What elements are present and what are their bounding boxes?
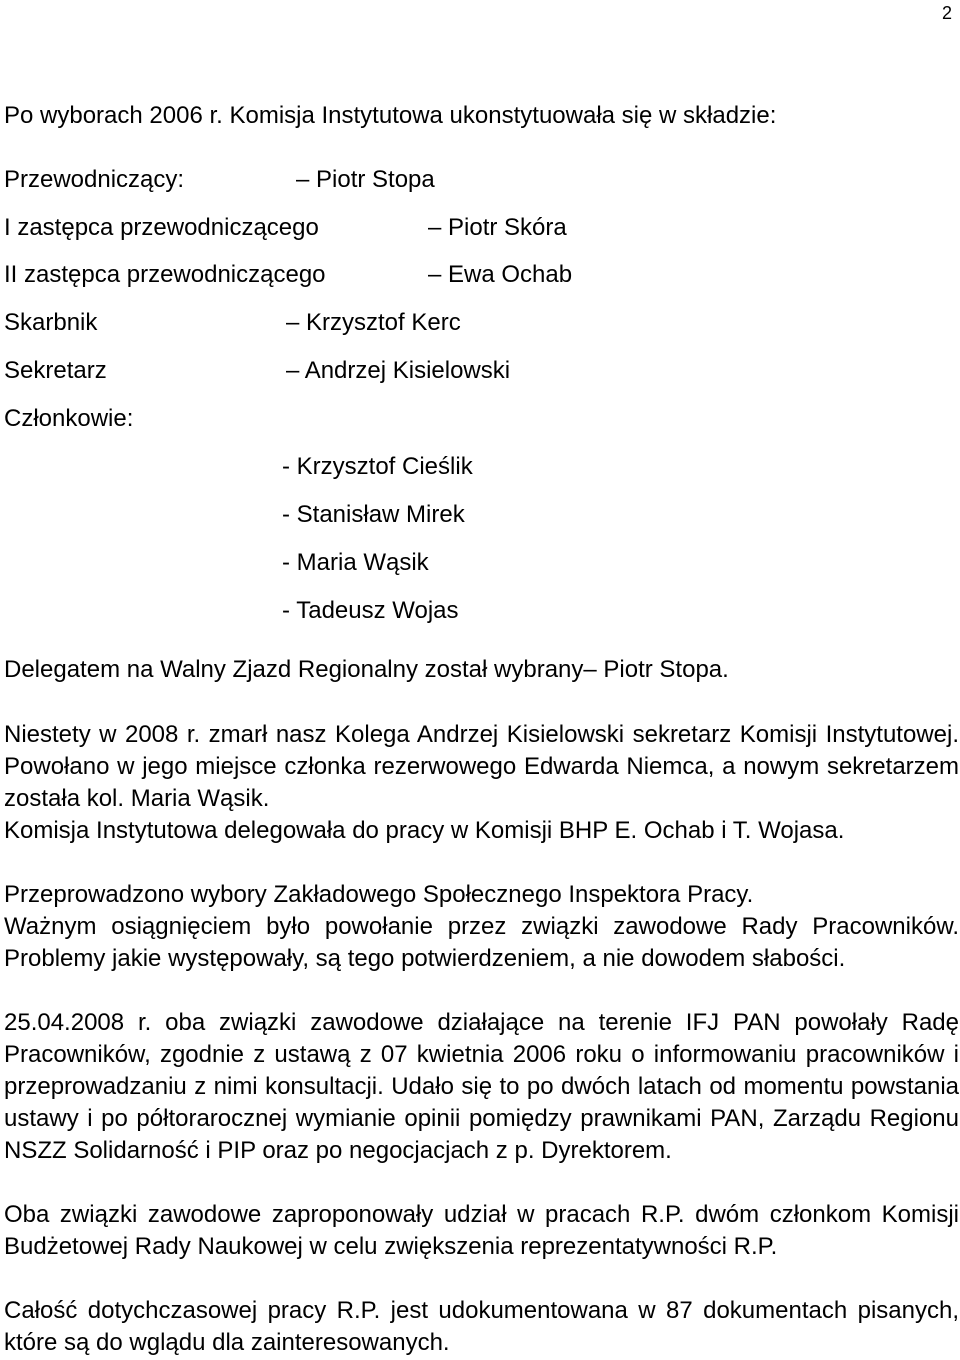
paragraph-council-founding: 25.04.2008 r. oba związki zawodowe działające na terenie IFJ PAN powołały Radę Pracowników, zgodnie z ustawą z 07 kwietnia 2006 roku o informowaniu pracowników i przeprowadzaniu z nimi konsultacji. Udało się to po dwóch latach od momentu powstania ustawy i po półtorarocznej wymianie opinii pomiędzy prawnikami PAN, Zarządu Regionu NSZZ Solidarność i PIP oraz po negocjacjach z p. Dyrektorem. bbox=[4, 1009, 959, 1164]
officer-name: – Piotr Stopa bbox=[296, 166, 435, 193]
officer-role: Skarbnik bbox=[4, 309, 98, 336]
member-item: - Tadeusz Wojas bbox=[282, 597, 459, 624]
officer-role: II zastępca przewodniczącego bbox=[4, 261, 326, 288]
paragraph-death-notice: Niestety w 2008 r. zmarł nasz Kolega Andrzej Kisielowski sekretarz Komisji Instytutowej. Powołano w jego miejsce członka rezerwowego Edwarda Niemca, a nowym sekretarzem została kol. Maria Wąsik. bbox=[4, 721, 959, 812]
officer-name: – Andrzej Kisielowski bbox=[286, 357, 511, 384]
intro-text: Po wyborach 2006 r. Komisja Instytutowa ukonstytuowała się w składzie: bbox=[4, 102, 777, 129]
delegate-text: Delegatem na Walny Zjazd Regionalny został wybrany– Piotr Stopa. bbox=[4, 656, 729, 683]
paragraph-inspector: Przeprowadzono wybory Zakładowego Społecznego Inspektora Pracy. bbox=[4, 881, 754, 908]
paragraph-budget-committee: Oba związki zawodowe zaproponowały udział w pracach R.P. dwóm członkom Komisji Budżetowej Rady Naukowej w celu zwiększenia reprezentatywności R.P. bbox=[4, 1201, 959, 1260]
officer-role: Przewodniczący: bbox=[4, 166, 185, 193]
officer-role: I zastępca przewodniczącego bbox=[4, 214, 319, 241]
paragraph-bhp: Komisja Instytutowa delegowała do pracy w Komisji BHP E. Ochab i T. Wojasa. bbox=[4, 817, 845, 844]
officer-row-chair bbox=[4, 165, 704, 195]
officer-row-vice-2 bbox=[4, 260, 704, 290]
officer-row-vice-1 bbox=[4, 213, 704, 243]
member-item: - Maria Wąsik bbox=[282, 549, 429, 576]
paragraph-council: Ważnym osiągnięciem było powołanie przez związki zawodowe Rady Pracowników. Problemy jakie występowały, są tego potwierdzeniem, a nie dowodem słabości. bbox=[4, 913, 959, 972]
page-number: 2 bbox=[941, 3, 952, 23]
officer-name: – Ewa Ochab bbox=[428, 261, 573, 288]
officer-role: Sekretarz bbox=[4, 357, 107, 384]
officer-row-treasurer bbox=[4, 308, 704, 338]
officer-name: – Piotr Skóra bbox=[428, 214, 567, 241]
members-label: Członkowie: bbox=[4, 405, 134, 432]
member-item: - Krzysztof Cieślik bbox=[282, 453, 473, 480]
paragraph-documentation: Całość dotychczasowej pracy R.P. jest udokumentowana w 87 dokumentach pisanych, które są do wglądu dla zainteresowanych. bbox=[4, 1297, 959, 1356]
member-item: - Stanisław Mirek bbox=[282, 501, 465, 528]
officer-row-secretary bbox=[4, 356, 704, 386]
officer-name: – Krzysztof Kerc bbox=[286, 309, 461, 336]
